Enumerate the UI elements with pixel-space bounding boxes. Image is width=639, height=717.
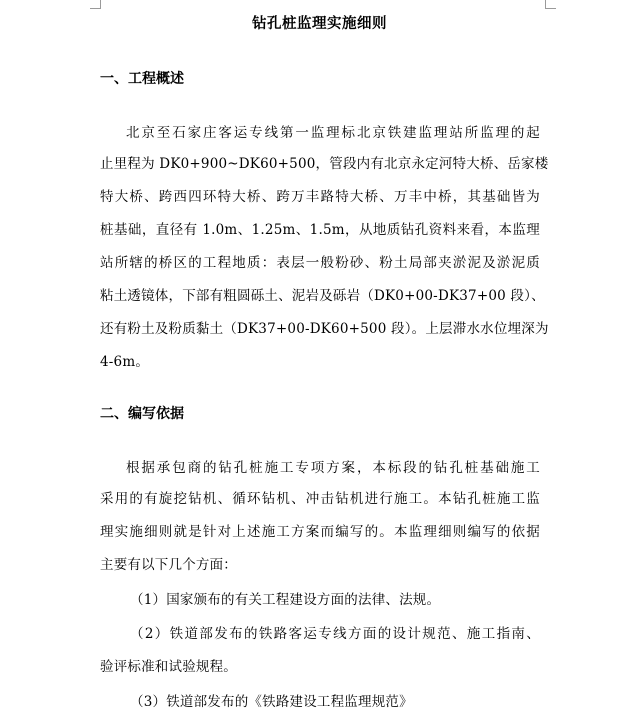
paragraph-line: 站所辖的桥区的工程地质：表层一般粉砂、粉土局部夹淤泥及淤泥质 [100,255,540,271]
paragraph-line: 4-6m。 [100,354,150,370]
list-item: （2）铁道部发布的铁路客运专线方面的设计规范、施工指南、 [130,626,540,642]
paragraph-line: 还有粉土及粉质黏土（DK37+00-DK60+500 段）。上层滞水水位埋深为 [100,321,549,337]
paragraph-line: 理实施细则就是针对上述施工方案而编写的。本监理细则编写的依据 [100,524,540,540]
list-item: （1）国家颁布的有关工程建设方面的法律、法规。 [130,592,441,608]
paragraph-line: 止里程为 DK0+900~DK60+500，管段内有北京永定河特大桥、岳家楼 [100,156,549,172]
page-margin-mark-right [545,0,556,9]
paragraph-line: 粘土透镜体，下部有粗圆砾土、泥岩及砾岩（DK0+00-DK37+00 段）、 [100,288,545,304]
document-title: 钻孔桩监理实施细则 [252,16,387,32]
section-heading-basis: 二、编写依据 [100,406,184,422]
paragraph-line: 北京至石家庄客运专线第一监理标北京铁建监理站所监理的起 [126,125,540,141]
page-margin-mark-left [90,0,101,9]
list-item-continuation: 验评标准和试验规程。 [100,659,237,675]
paragraph-line: 根据承包商的钻孔桩施工专项方案，本标段的钻孔桩基础施工 [126,460,540,476]
paragraph-line: 主要有以下几个方面： [100,557,237,573]
list-item: （3）铁道部发布的《铁路建设工程监理规范》 [130,694,413,710]
section-heading-overview: 一、工程概述 [100,71,184,87]
paragraph-line: 特大桥、跨西四环特大桥、跨万丰路特大桥、万丰中桥，其基础皆为 [100,189,540,205]
paragraph-line: 采用的有旋挖钻机、循环钻机、冲击钻机进行施工。本钻孔桩施工监 [100,491,540,507]
paragraph-line: 桩基础，直径有 1.0m、1.25m、1.5m，从地质钻孔资料来看，本监理 [100,222,540,238]
